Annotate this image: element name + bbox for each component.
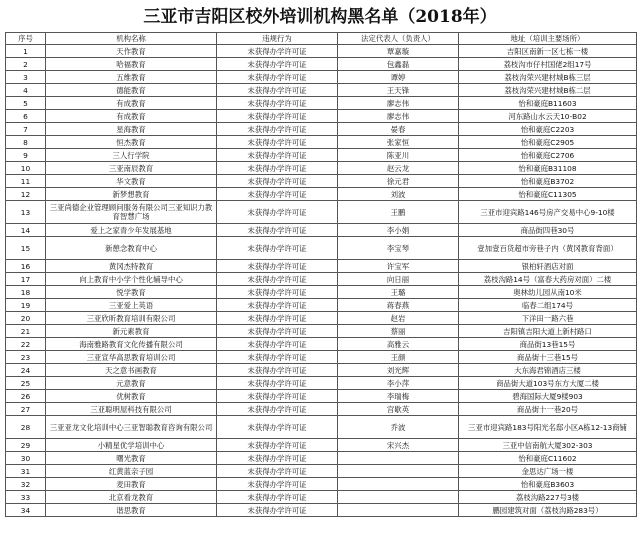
cell-address: 三亚中信南航大厦302-303 [459,439,637,452]
cell-index: 22 [6,338,46,351]
cell-address: 三亚市迎宾路146号房产交易中心9-10楼 [459,201,637,224]
cell-institution-name: 华文教育 [46,175,217,188]
cell-violation: 未获得办学许可证 [217,439,338,452]
cell-institution-name: 优树教育 [46,390,217,403]
cell-violation: 未获得办学许可证 [217,465,338,478]
header-legal-representative: 法定代表人（负责人） [338,33,459,45]
table-row [6,97,637,110]
cell-index: 9 [6,149,46,162]
cell-violation: 未获得办学许可证 [217,364,338,377]
cell-address: 吉阳区南新一区七栋一楼 [459,45,637,58]
cell-address: 怡和豪庭B3603 [459,478,637,491]
table-row [6,201,637,224]
table-row [6,123,637,136]
cell-address: 商品街四巷30号 [459,224,637,237]
cell-institution-name: 星海教育 [46,123,217,136]
cell-index: 8 [6,136,46,149]
cell-violation: 未获得办学许可证 [217,504,338,517]
cell-index: 25 [6,377,46,390]
cell-violation: 未获得办学许可证 [217,273,338,286]
table-row [6,84,637,97]
cell-address: 怡和豪庭C11602 [459,452,637,465]
cell-address: 怡和豪庭C2706 [459,149,637,162]
cell-index: 16 [6,260,46,273]
cell-violation: 未获得办学许可证 [217,162,338,175]
table-row [6,136,637,149]
cell-legal-representative: 晏春 [338,123,459,136]
cell-address: 金思达广场一楼 [459,465,637,478]
cell-legal-representative [338,478,459,491]
cell-address: 荔枝沟市仔村国佬2组17号 [459,58,637,71]
cell-violation: 未获得办学许可证 [217,325,338,338]
table-row [6,224,637,237]
cell-address: 怡和豪庭B11603 [459,97,637,110]
cell-index: 11 [6,175,46,188]
cell-index: 5 [6,97,46,110]
cell-violation: 未获得办学许可证 [217,377,338,390]
cell-institution-name: 有成教育 [46,97,217,110]
table-row [6,491,637,504]
cell-institution-name: 黄冈杰特教育 [46,260,217,273]
table-row [6,237,637,260]
cell-violation: 未获得办学许可证 [217,403,338,416]
cell-index: 32 [6,478,46,491]
table-row [6,286,637,299]
cell-violation: 未获得办学许可证 [217,224,338,237]
cell-legal-representative: 刘波 [338,188,459,201]
cell-institution-name: 悦学教育 [46,286,217,299]
cell-legal-representative: 向日丽 [338,273,459,286]
cell-index: 14 [6,224,46,237]
cell-legal-representative: 蔡丽 [338,325,459,338]
table-row [6,188,637,201]
table-row [6,478,637,491]
cell-institution-name: 麦田教育 [46,478,217,491]
cell-institution-name: 三亚欣昕教育培训有限公司 [46,312,217,325]
cell-institution-name: 五维教育 [46,71,217,84]
cell-index: 3 [6,71,46,84]
table-header-row [6,33,637,45]
cell-violation: 未获得办学许可证 [217,201,338,224]
cell-institution-name: 有成教育 [46,110,217,123]
cell-address: 怡和豪庭C11305 [459,188,637,201]
cell-address: 碧海国际大厦9楼903 [459,390,637,403]
cell-legal-representative [338,491,459,504]
table-row [6,58,637,71]
cell-violation: 未获得办学许可证 [217,149,338,162]
cell-legal-representative: 王鹏 [338,201,459,224]
table-row [6,465,637,478]
cell-legal-representative: 李宝琴 [338,237,459,260]
cell-institution-name: 哈福教育 [46,58,217,71]
cell-legal-representative: 廖志伟 [338,97,459,110]
cell-violation: 未获得办学许可证 [217,478,338,491]
cell-index: 23 [6,351,46,364]
cell-address: 大东海君锦酒店三楼 [459,364,637,377]
cell-violation: 未获得办学许可证 [217,97,338,110]
table-row [6,71,637,84]
cell-legal-representative: 王璐 [338,286,459,299]
cell-address: 商品街十一巷20号 [459,403,637,416]
cell-institution-name: 元意教育 [46,377,217,390]
cell-violation: 未获得办学许可证 [217,110,338,123]
table-row [6,439,637,452]
cell-violation: 未获得办学许可证 [217,338,338,351]
cell-institution-name: 爱上之家青少年发展基地 [46,224,217,237]
cell-legal-representative: 李小萍 [338,377,459,390]
cell-index: 33 [6,491,46,504]
cell-violation: 未获得办学许可证 [217,136,338,149]
table-row [6,390,637,403]
cell-legal-representative: 李瑞梅 [338,390,459,403]
cell-legal-representative: 赵云龙 [338,162,459,175]
cell-address: 荔枝沟路14号（富春大药房对面）二楼 [459,273,637,286]
cell-index: 30 [6,452,46,465]
cell-legal-representative: 徐元君 [338,175,459,188]
table-row [6,338,637,351]
cell-legal-representative [338,504,459,517]
cell-violation: 未获得办学许可证 [217,351,338,364]
document-title: 三亚市吉阳区校外培训机构黑名单（2018年） [143,7,497,27]
cell-institution-name: 北京看龙教育 [46,491,217,504]
cell-address: 怡和豪庭C2905 [459,136,637,149]
cell-violation: 未获得办学许可证 [217,299,338,312]
cell-address: 银柏轩酒店对面 [459,260,637,273]
cell-address: 怡和豪庭B3702 [459,175,637,188]
cell-legal-representative: 陈亚川 [338,149,459,162]
cell-address: 怡和豪庭C2203 [459,123,637,136]
cell-legal-representative: 刘光辉 [338,364,459,377]
cell-violation: 未获得办学许可证 [217,175,338,188]
cell-index: 26 [6,390,46,403]
cell-legal-representative: 宋兴杰 [338,439,459,452]
cell-address: 临春二组174号 [459,299,637,312]
cell-index: 18 [6,286,46,299]
cell-violation: 未获得办学许可证 [217,312,338,325]
cell-violation: 未获得办学许可证 [217,123,338,136]
table-row [6,312,637,325]
cell-index: 10 [6,162,46,175]
cell-legal-representative: 赵岩 [338,312,459,325]
cell-index: 34 [6,504,46,517]
cell-institution-name: 三亚亚龙文化培训中心三亚智聪教育咨询有限公司 [46,416,217,439]
cell-legal-representative: 廖志伟 [338,110,459,123]
cell-legal-representative: 王天锋 [338,84,459,97]
cell-legal-representative: 高雅云 [338,338,459,351]
cell-address: 鹏园建筑对面（荔枝沟路283号） [459,504,637,517]
cell-index: 15 [6,237,46,260]
table-row [6,416,637,439]
cell-institution-name: 新憩念教育中心 [46,237,217,260]
cell-index: 7 [6,123,46,136]
table-row [6,403,637,416]
cell-legal-representative: 包鑫磊 [338,58,459,71]
table-row [6,273,637,286]
cell-institution-name: 曙光教育 [46,452,217,465]
cell-address: 商品街大道103号东方大厦二楼 [459,377,637,390]
cell-legal-representative: 张家恒 [338,136,459,149]
cell-institution-name: 德能教育 [46,84,217,97]
table-row [6,377,637,390]
cell-legal-representative: 宫歇英 [338,403,459,416]
table-row [6,364,637,377]
cell-violation: 未获得办学许可证 [217,188,338,201]
cell-institution-name: 恒杰教育 [46,136,217,149]
cell-index: 20 [6,312,46,325]
cell-violation: 未获得办学许可证 [217,84,338,97]
table-row [6,351,637,364]
cell-institution-name: 三亚聪明屋科技有限公司 [46,403,217,416]
cell-index: 1 [6,45,46,58]
table-row [6,110,637,123]
cell-address: 荔枝沟路227号3楼 [459,491,637,504]
cell-violation: 未获得办学许可证 [217,286,338,299]
cell-institution-name: 红黄蓝亲子园 [46,465,217,478]
cell-address: 下洋田一路六巷 [459,312,637,325]
cell-institution-name: 新元素教育 [46,325,217,338]
cell-violation: 未获得办学许可证 [217,237,338,260]
cell-institution-name: 小精星优学培训中心 [46,439,217,452]
header-address: 地址（培训主要场所） [459,33,637,45]
cell-address: 三亚市迎宾路183号阳光名邸小区A栋12-13商铺 [459,416,637,439]
cell-legal-representative [338,452,459,465]
cell-index: 27 [6,403,46,416]
header-violation: 违规行为 [217,33,338,45]
table-row [6,504,637,517]
table-row [6,175,637,188]
cell-violation: 未获得办学许可证 [217,58,338,71]
header-index: 序号 [6,33,46,45]
cell-violation: 未获得办学许可证 [217,491,338,504]
table-row [6,325,637,338]
cell-address: 荔枝沟荣兴建材城B栋二层 [459,84,637,97]
cell-index: 13 [6,201,46,224]
table-body [6,45,637,517]
table-row [6,149,637,162]
cell-index: 4 [6,84,46,97]
cell-violation: 未获得办学许可证 [217,71,338,84]
cell-address: 荔枝沟荣兴建材城B栋三层 [459,71,637,84]
cell-address: 奥林幼儿园从南10米 [459,286,637,299]
cell-institution-name: 向上教育中小学个性化辅导中心 [46,273,217,286]
cell-legal-representative: 王颜 [338,351,459,364]
cell-institution-name: 天作教育 [46,45,217,58]
header-institution-name: 机构名称 [46,33,217,45]
cell-legal-representative: 覃嘉璇 [338,45,459,58]
cell-address: 河东路山水云天10-B02 [459,110,637,123]
cell-institution-name: 海南雅路教育文化传播有限公司 [46,338,217,351]
cell-address: 商品街十三巷15号 [459,351,637,364]
cell-address: 怡和豪庭B31108 [459,162,637,175]
cell-legal-representative: 蒋春燕 [338,299,459,312]
cell-institution-name: 谐思教育 [46,504,217,517]
cell-violation: 未获得办学许可证 [217,390,338,403]
cell-address: 壹加壹百货超市旁巷子内（黄冈教育背面） [459,237,637,260]
cell-institution-name: 三亚南辰教育 [46,162,217,175]
cell-institution-name: 三亚爱上英语 [46,299,217,312]
cell-institution-name: 三亚宣华高思教育培训公司 [46,351,217,364]
cell-institution-name: 三亚尚德企业管理顾问服务有限公司三亚知识力教育智慧广场 [46,201,217,224]
cell-index: 29 [6,439,46,452]
cell-legal-representative: 许宝军 [338,260,459,273]
table-row [6,162,637,175]
cell-index: 17 [6,273,46,286]
table-row [6,260,637,273]
cell-violation: 未获得办学许可证 [217,45,338,58]
cell-index: 28 [6,416,46,439]
cell-address: 吉阳镇吉阳大道上新村路口 [459,325,637,338]
cell-index: 19 [6,299,46,312]
cell-index: 31 [6,465,46,478]
cell-institution-name: 三人行学院 [46,149,217,162]
cell-index: 2 [6,58,46,71]
cell-institution-name: 天之意书画教育 [46,364,217,377]
table-row [6,452,637,465]
cell-violation: 未获得办学许可证 [217,416,338,439]
cell-index: 12 [6,188,46,201]
table-row [6,45,637,58]
cell-legal-representative [338,465,459,478]
table-row [6,299,637,312]
cell-violation: 未获得办学许可证 [217,260,338,273]
cell-index: 24 [6,364,46,377]
cell-address: 商品街13巷15号 [459,338,637,351]
cell-legal-representative: 谭婷 [338,71,459,84]
cell-index: 21 [6,325,46,338]
cell-legal-representative: 李小娟 [338,224,459,237]
blacklist-table [5,32,637,517]
cell-violation: 未获得办学许可证 [217,452,338,465]
cell-index: 6 [6,110,46,123]
cell-legal-representative: 乔波 [338,416,459,439]
cell-institution-name: 新梦想教育 [46,188,217,201]
